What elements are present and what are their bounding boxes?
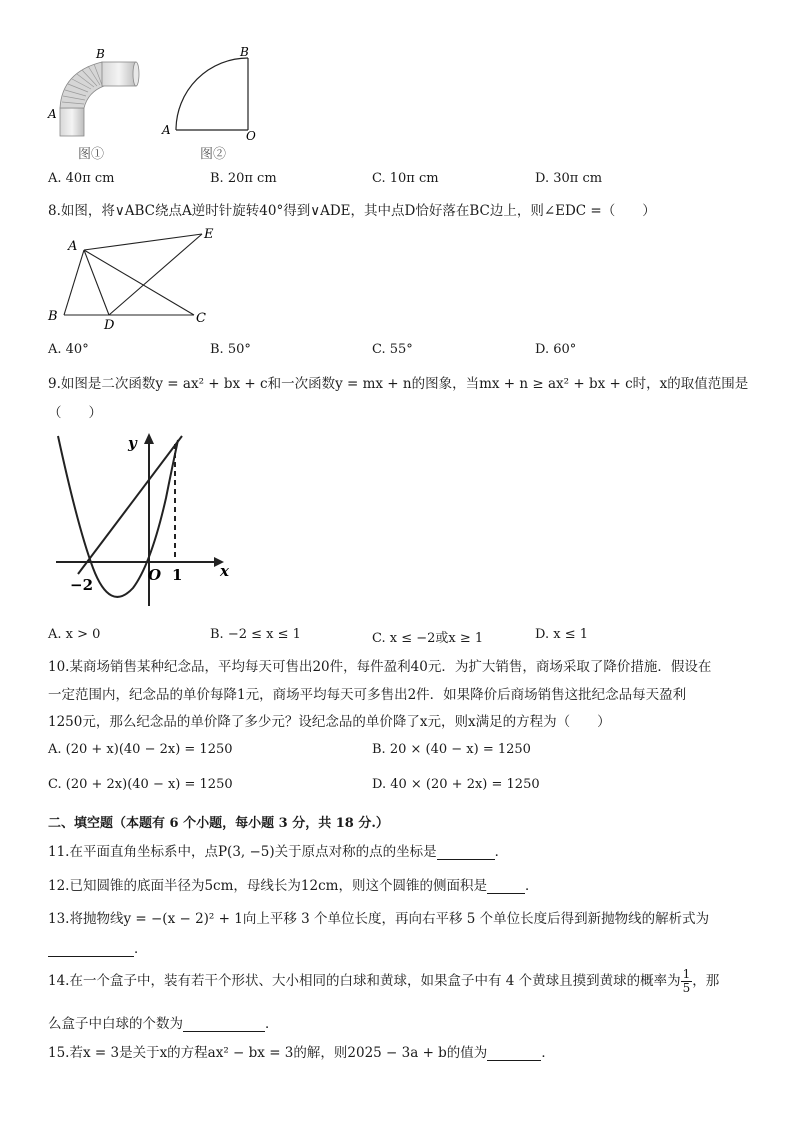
q9-tick-neg2: −2 — [70, 576, 94, 594]
q10-option-d: D. 40 × (20 + 2x) = 1250 — [372, 777, 540, 792]
q7-option-a: A. 40π cm — [48, 171, 115, 186]
q14-frac-numerator: 1 — [682, 967, 691, 981]
q14-period: ． — [265, 1016, 279, 1032]
q14-line-1 — [48, 968, 719, 995]
q8-option-d: D. 60° — [535, 342, 577, 357]
function-graph — [48, 428, 238, 608]
q11-line — [48, 840, 508, 860]
q7-option-d: D. 30π cm — [535, 171, 603, 186]
q8-option-b: B. 50° — [210, 342, 251, 357]
q12-text: 12.已知圆锥的底面半径为5cm，母线长为12cm，则这个圆锥的侧面积是 — [48, 878, 487, 894]
q7-option-b: B. 20π cm — [210, 171, 277, 186]
q8-text: 8.如图，将∨ABC绕点A逆时针旋转40°得到∨ADE，其中点D恰好落在BC边上，则∠EDC =（ ） — [48, 203, 656, 219]
q14-frac-denominator: 5 — [682, 981, 691, 995]
q10-option-a: A. (20 + x)(40 − 2x) = 1250 — [48, 742, 233, 757]
q9-origin-label: O — [148, 566, 162, 584]
q10-option-b: B. 20 × (40 − x) = 1250 — [372, 742, 531, 757]
section-2-heading: 二、填空题（本题有 6 个小题，每小题 3 分，共 18 分.） — [48, 816, 389, 831]
q10-option-c: C. (20 + 2x)(40 − x) = 1250 — [48, 777, 233, 792]
q9-option-d: D. x ≤ 1 — [535, 627, 588, 642]
q9-tick-1: 1 — [172, 566, 183, 584]
q10-text-line-1: 10.某商场销售某种纪念品，平均每天可售出20件，每件盈利40元．为扩大销售，商场采取了降价措施．假设在 — [48, 659, 712, 675]
q12-answer-blank[interactable] — [487, 879, 525, 894]
q9-option-a: A. x > 0 — [48, 627, 101, 642]
q11-answer-blank[interactable] — [437, 845, 495, 860]
q8-option-c: C. 55° — [372, 342, 413, 357]
rotation-triangle-diagram — [44, 222, 224, 332]
q13-answer-blank[interactable] — [48, 942, 134, 957]
q7-fig1-label-B: B — [96, 47, 105, 61]
q13-line-2 — [48, 937, 148, 957]
q7-figure-2-caption: 图② — [200, 147, 227, 162]
q7-figure-1 — [44, 42, 144, 147]
q7-fig2-label-O: O — [246, 129, 256, 142]
q8-figure — [44, 222, 224, 332]
elbow-pipe-drawing — [44, 42, 144, 147]
quarter-arc-drawing — [158, 42, 268, 142]
q14-text-b: ，那 — [692, 973, 720, 989]
q15-text: 15.若x = 3是关于x的方程ax² − bx = 3的解，则2025 − 3a + b的值为 — [48, 1045, 488, 1061]
q9-axis-x-label: x — [220, 562, 229, 580]
q7-option-c: C. 10π cm — [372, 171, 439, 186]
q12-period: ． — [524, 878, 539, 894]
q7-fig1-label-A: A — [48, 107, 57, 121]
q9-bracket: （ ） — [48, 405, 102, 421]
q8-option-a: A. 40° — [48, 342, 89, 357]
q10-text-line-3: 1250元，那么纪念品的单价降了多少元？设纪念品的单价降了x元，则x满足的方程为（ ） — [48, 714, 611, 730]
q8-label-D: D — [104, 318, 115, 332]
q7-figure-2 — [158, 42, 268, 142]
q9-option-b: B. −2 ≤ x ≤ 1 — [210, 627, 301, 642]
q8-label-A: A — [68, 239, 78, 254]
q14-answer-blank[interactable] — [183, 1017, 265, 1032]
q11-period: ． — [494, 844, 509, 860]
q10-text-line-2: 一定范围内，纪念品的单价每降1元，商场平均每天可多售出2件．如果降价后商场销售这批纪念品每天盈利 — [48, 687, 687, 703]
q15-period: ． — [541, 1045, 555, 1061]
q11-text: 11.在平面直角坐标系中，点P(3, −5)关于原点对称的点的坐标是 — [48, 844, 437, 860]
q9-text: 9.如图是二次函数y = ax² + bx + c和一次函数y = mx + n的图象，当mx + n ≥ ax² + bx + c时，x的取值范围是 — [48, 376, 749, 392]
q7-fig2-label-A: A — [162, 123, 171, 137]
q15-answer-blank[interactable] — [487, 1046, 541, 1061]
q12-line — [48, 874, 538, 894]
q15-line — [48, 1041, 555, 1061]
q9-graph — [48, 428, 238, 608]
q9-axis-y-label: y — [128, 434, 137, 452]
q13-text-line-1: 13.将抛物线y = −(x − 2)² + 1向上平移 3 个单位长度，再向右平移 5 个单位长度后得到新抛物线的解析式为 — [48, 911, 710, 927]
q14-text-line-2: 么盒子中白球的个数为 — [48, 1016, 183, 1032]
q9-option-c: C. x ≤ −2或x ≥ 1 — [372, 631, 484, 646]
q7-figure-1-caption: 图① — [78, 147, 105, 162]
q7-fig2-label-B: B — [240, 45, 249, 59]
q14-probability-fraction — [681, 968, 693, 995]
q14-text-a: 14.在一个盒子中，装有若干个形状、大小相同的白球和黄球，如果盒子中有 4 个黄球且摸到黄球的概率为 — [48, 973, 681, 989]
q14-line-2 — [48, 1012, 279, 1032]
q8-label-C: C — [196, 311, 206, 326]
q8-label-E: E — [204, 227, 214, 242]
q8-label-B: B — [48, 309, 58, 324]
q13-period: ． — [134, 941, 148, 957]
